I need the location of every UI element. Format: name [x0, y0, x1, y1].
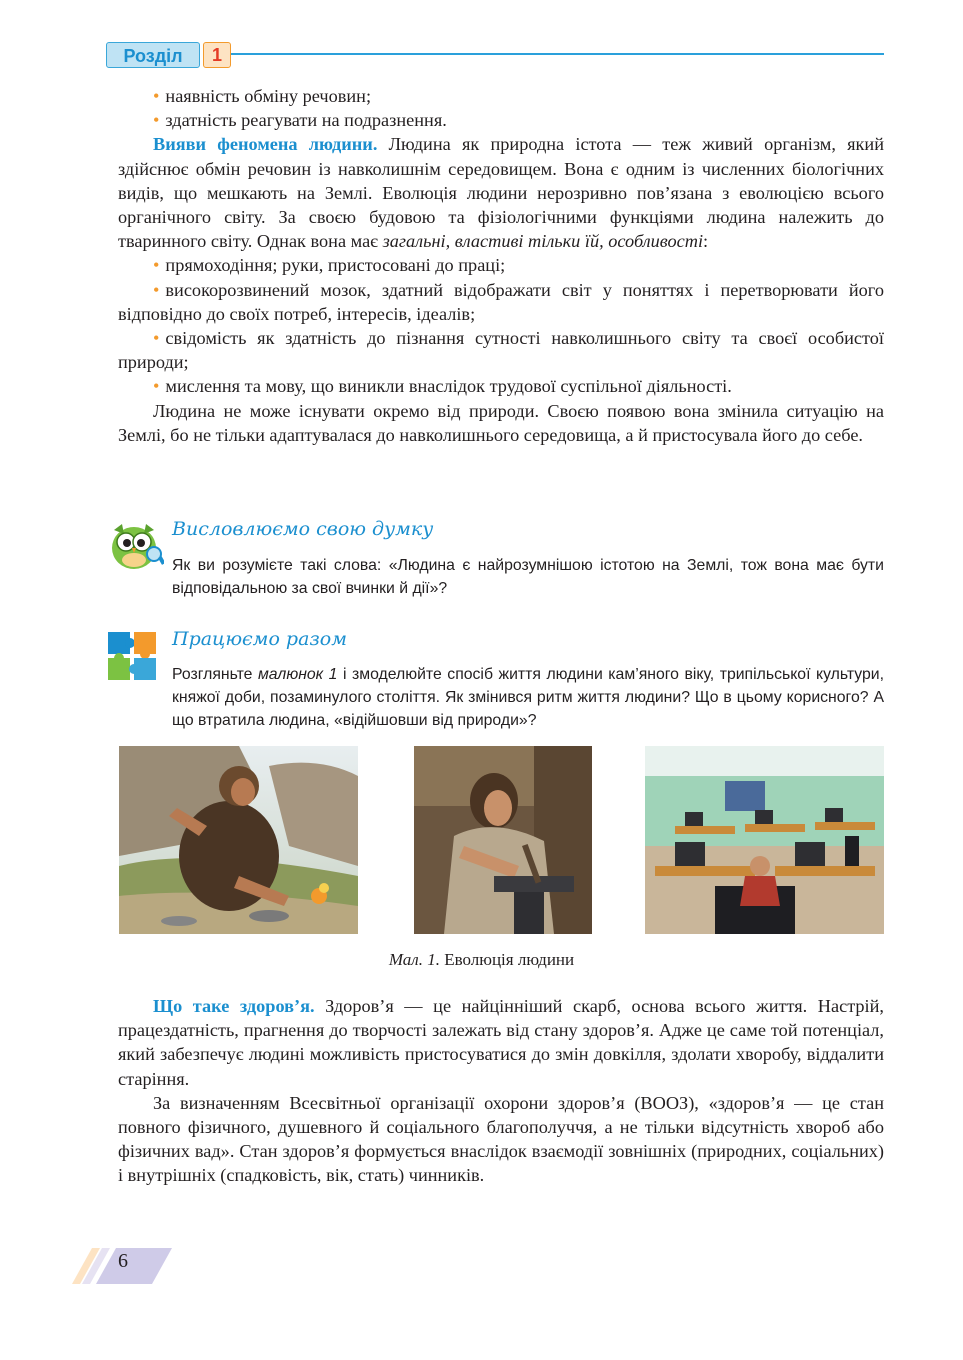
- box-text-together: Розгляньте малюнок 1 і змоделюйте спосіб життя людини кам’яного віку, трипільської культури, княжої доби, позаминулого століття. Як змінився ритм життя людини? Що в цьому корисного? А що втратила людина, «відійшовши від природи»?: [172, 666, 884, 729]
- bullet-icon: •: [153, 376, 160, 397]
- list-item: • свідомість як здатність до пізнання сутності навколишнього світу та своєї особистої природи;: [118, 328, 884, 373]
- bullet-icon: •: [153, 328, 160, 349]
- box-title-together: Працюємо разом: [172, 628, 347, 650]
- list-item: • наявність обміну речовин;: [153, 86, 372, 106]
- body-text-top: [118, 84, 884, 447]
- section-number: 1: [203, 42, 231, 68]
- paragraph-phenomenon: Вияви феномена людини. Людина як природна істота — теж живий організм, який здійснює обмін речовин із навколишнім середовищем. Вона є одним із численних біологічних видів, що мешкають на Землі. Еволюція людини нерозривно пов’язана з еволюцією всього органічного світу. За своєю будовою та фізіологічними функціями людина належить до тваринного світу. Однак вона має загальні, властиві тільки їй, особливості:: [118, 134, 885, 252]
- list-item: • високорозвинений мозок, здатний відображати світ у поняттях і перетворювати його відповідно до своїх потреб, інтересів, ідеалів;: [118, 279, 884, 324]
- box-text-opinion: Як ви розумієте такі слова: «Людина є найрозумнішою істотою на Землі, тож вона має бути відповідальною за свої вчинки й дії»?: [172, 557, 884, 597]
- bullet-icon: •: [153, 86, 160, 106]
- figure-caption: Мал. 1. Еволюція людини: [388, 950, 575, 969]
- paragraph-health: Що таке здоров’я. Здоров’я — це найцінніший скарб, основа всього життя. Настрій, працездатність, прагнення до творчості залежать від стану здоров’я. Адже це саме той потенціал, який забезпечує людині можливість пристосуватися до змін довкілля, здолати хворобу, віддалити старіння.: [118, 996, 884, 1089]
- paragraph-lead: Вияви феномена людини.: [153, 134, 378, 155]
- body-text-bottom: [118, 994, 884, 1188]
- section-label: Розділ: [106, 42, 200, 68]
- list-item: • мислення та мову, що виникли внаслідок трудової суспільної діяльності.: [153, 376, 732, 397]
- header-rule: [231, 53, 884, 55]
- puzzle-icon: [104, 628, 160, 684]
- blacksmith-image: [414, 746, 592, 934]
- page-number: 6: [118, 1250, 128, 1272]
- bullet-icon: •: [153, 255, 160, 276]
- owl-icon: [108, 520, 164, 570]
- paragraph-lead: Що таке здоров’я.: [153, 996, 315, 1016]
- paragraph-nature: Людина не може існувати окремо від природи. Своєю появою вона змінила ситуацію на Землі, бо не тільки адаптувалася до навколишнього середовища, а й пристосувала його до себе.: [118, 400, 884, 445]
- computer-classroom-image: [645, 746, 884, 934]
- list-item: • прямоходіння; руки, пристосовані до праці;: [153, 255, 506, 276]
- box-title-opinion: Висловлюємо свою думку: [172, 518, 434, 540]
- bullet-icon: •: [153, 110, 160, 131]
- bullet-icon: •: [153, 279, 160, 300]
- section-header: [106, 42, 884, 70]
- paragraph-who-definition: За визначенням Всесвітньої організації охорони здоров’я (ВООЗ), «здоров’я — це стан повного фізичного, душевного й соціального благополуччя, а не тільки відсутність хвороб або фізичних вад». Стан здоров’я формується внаслідок взаємодії зовнішніх (природних, соціальних) і внутрішніх (спадковість, вік, стать) чинників.: [118, 1092, 884, 1186]
- list-item: • здатність реагувати на подразнення.: [153, 110, 447, 131]
- stone-age-man-image: [119, 746, 358, 934]
